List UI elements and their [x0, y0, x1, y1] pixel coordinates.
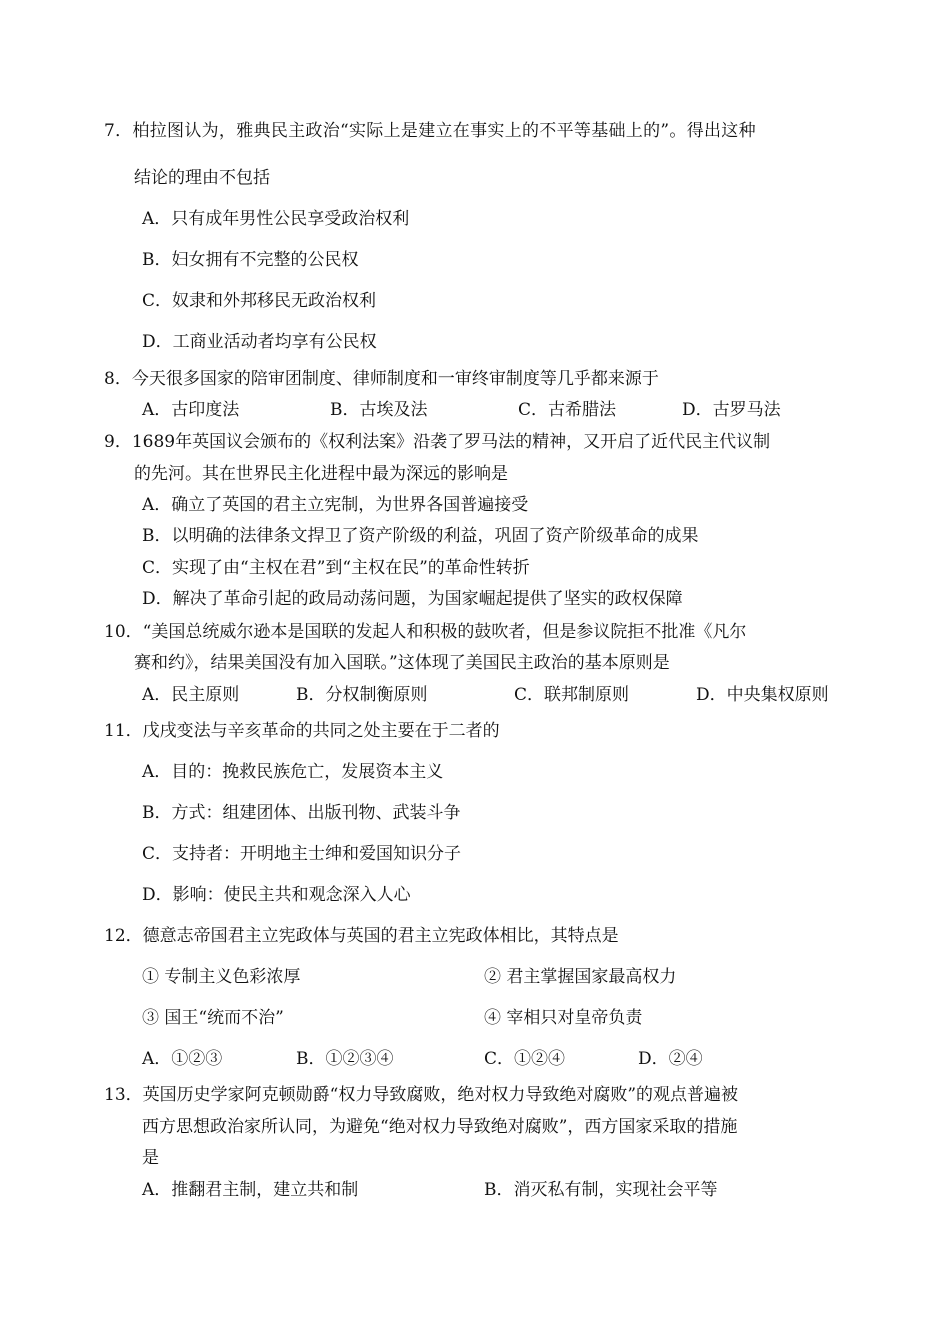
q9-stem-line1: 9．1689年英国议会颁布的《权利法案》沿袭了罗马法的精神，又开启了近代民主代议制 — [104, 432, 771, 452]
q7-stem-line2: 结论的理由不包括 — [134, 168, 270, 188]
q8-option-b: B．古埃及法 — [330, 400, 428, 420]
q8-option-a: A．古印度法 — [142, 400, 240, 420]
q7-option-d: D．工商业活动者均享有公民权 — [142, 332, 377, 352]
q8-option-d: D．古罗马法 — [682, 400, 781, 420]
q11-option-a: A．目的：挽救民族危亡，发展资本主义 — [142, 762, 444, 782]
q7-stem-line1: 7．柏拉图认为，雅典民主政治“实际上是建立在事实上的不平等基础上的”。得出这种 — [104, 121, 756, 141]
q12-option-b: B．①②③④ — [296, 1049, 394, 1069]
q12-statement-2: ② 君主掌握国家最高权力 — [484, 967, 677, 987]
q12-option-c: C．①②④ — [484, 1049, 566, 1069]
q8-option-c: C．古希腊法 — [518, 400, 617, 420]
q13-stem-line1: 13．英国历史学家阿克顿勋爵“权力导致腐败，绝对权力导致绝对腐败”的观点普遍被 — [104, 1085, 739, 1105]
q10-stem-line2: 赛和约》，结果美国没有加入国联。”这体现了美国民主政治的基本原则是 — [134, 653, 670, 673]
q12-statement-4: ④ 宰相只对皇帝负责 — [484, 1008, 643, 1028]
q10-stem-line1: 10．“美国总统威尔逊本是国联的发起人和积极的鼓吹者，但是参议院拒不批准《凡尔 — [104, 622, 747, 642]
q9-option-b: B．以明确的法律条文捍卫了资产阶级的利益，巩固了资产阶级革命的成果 — [142, 526, 699, 546]
q11-option-d: D．影响：使民主共和观念深入人心 — [142, 885, 411, 905]
q9-option-c: C．实现了由“主权在君”到“主权在民”的革命性转折 — [142, 558, 530, 578]
q13-option-b: B．消灭私有制，实现社会平等 — [484, 1180, 718, 1200]
q13-option-a: A．推翻君主制，建立共和制 — [142, 1180, 359, 1200]
q7-option-a: A．只有成年男性公民享受政治权利 — [142, 209, 410, 229]
q9-option-a: A．确立了英国的君主立宪制，为世界各国普遍接受 — [142, 495, 529, 515]
q12-stem: 12．德意志帝国君主立宪政体与英国的君主立宪政体相比，其特点是 — [104, 926, 619, 946]
q7-option-b: B．妇女拥有不完整的公民权 — [142, 250, 359, 270]
q12-option-a: A．①②③ — [142, 1049, 223, 1069]
q11-stem: 11．戊戌变法与辛亥革命的共同之处主要在于二者的 — [104, 721, 500, 741]
q8-stem: 8．今天很多国家的陪审团制度、律师制度和一审终审制度等几乎都来源于 — [104, 369, 659, 389]
q9-option-d: D．解决了革命引起的政局动荡问题，为国家崛起提供了坚实的政权保障 — [142, 589, 683, 609]
q9-stem-line2: 的先河。其在世界民主化进程中最为深远的影响是 — [134, 464, 508, 484]
q12-option-d: D．②④ — [638, 1049, 703, 1069]
q11-option-b: B．方式：组建团体、出版刊物、武装斗争 — [142, 803, 461, 823]
q12-statement-3: ③ 国王“统而不治” — [142, 1008, 284, 1028]
q7-option-c: C．奴隶和外邦移民无政治权利 — [142, 291, 377, 311]
q13-stem-line3: 是 — [142, 1148, 159, 1168]
q10-option-c: C．联邦制原则 — [514, 685, 630, 705]
q10-option-d: D．中央集权原则 — [696, 685, 829, 705]
q10-option-b: B．分权制衡原则 — [296, 685, 428, 705]
q12-statement-1: ① 专制主义色彩浓厚 — [142, 967, 301, 987]
q11-option-c: C．支持者：开明地主士绅和爱国知识分子 — [142, 844, 462, 864]
q13-stem-line2: 西方思想政治家所认同，为避免“绝对权力导致绝对腐败”，西方国家采取的措施 — [142, 1117, 738, 1137]
q10-option-a: A．民主原则 — [142, 685, 240, 705]
